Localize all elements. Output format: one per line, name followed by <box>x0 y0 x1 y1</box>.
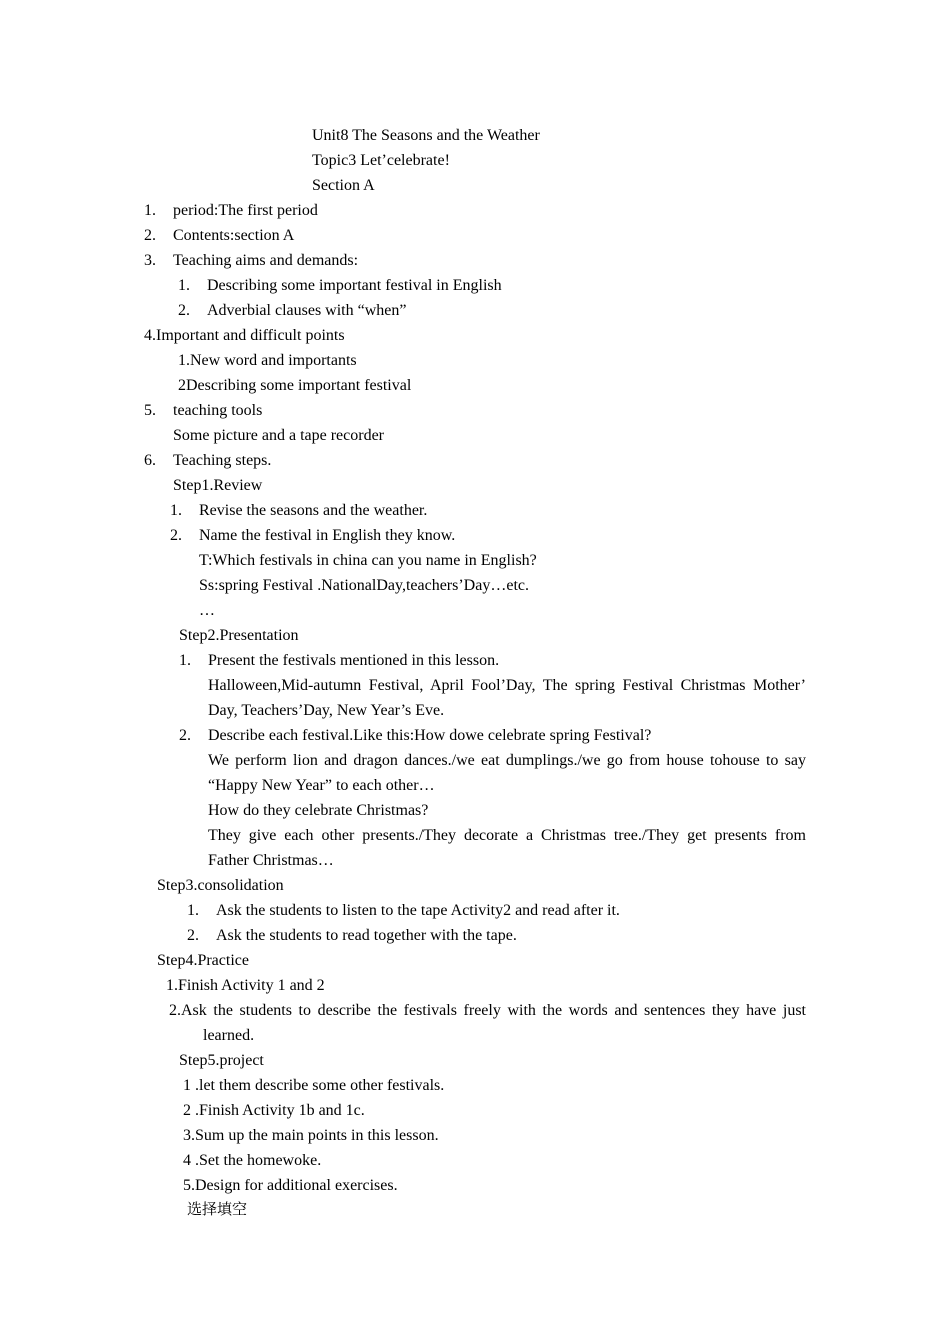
step3-heading: Step3.consolidation <box>157 877 284 894</box>
step2-heading: Step2.Presentation <box>179 627 299 644</box>
item-6-text: Teaching steps. <box>173 452 272 469</box>
step5-item-1-text: 1 .let them describe some other festivals. <box>183 1077 445 1094</box>
item-5-text: teaching tools <box>173 402 263 419</box>
step1-item-2-number: 2. <box>170 527 182 544</box>
item-1-number: 1. <box>144 202 156 219</box>
item-3-1-text: Describing some important festival in English <box>207 277 502 294</box>
section-title: Section A <box>312 177 375 194</box>
item-3-number: 3. <box>144 252 156 269</box>
item-4-2-text: 2Describing some important festival <box>178 377 412 394</box>
step2-answer-1-line-1: We perform lion and dragon dances./we eat dumplings./we go from house tohouse to say <box>208 752 806 769</box>
step5-item-2-text: 2 .Finish Activity 1b and 1c. <box>183 1102 365 1119</box>
step1-item-1-number: 1. <box>170 502 182 519</box>
step3-item-2-number: 2. <box>187 927 199 944</box>
item-3-2-number: 2. <box>178 302 190 319</box>
item-3-2-text: Adverbial clauses with “when” <box>207 302 407 319</box>
step1-teacher-line: T:Which festivals in china can you name in English? <box>199 552 537 569</box>
step4-item-1-text: 1.Finish Activity 1 and 2 <box>166 977 325 994</box>
step2-answer-2-line-1: They give each other presents./They decorate a Christmas tree./They get presents from <box>208 827 806 844</box>
step2-answer-2-line-2: Father Christmas… <box>208 852 334 869</box>
step1-ellipsis: … <box>199 602 215 619</box>
item-6-number: 6. <box>144 452 156 469</box>
step2-question-2: How do they celebrate Christmas? <box>208 802 429 819</box>
item-5-number: 5. <box>144 402 156 419</box>
step5-item-3-text: 3.Sum up the main points in this lesson. <box>183 1127 439 1144</box>
item-2-number: 2. <box>144 227 156 244</box>
step3-item-1-text: Ask the students to listen to the tape Activity2 and read after it. <box>216 902 620 919</box>
step1-students-line: Ss:spring Festival .NationalDay,teachers’Day…etc. <box>199 577 529 594</box>
item-3-text: Teaching aims and demands: <box>173 252 359 269</box>
step3-item-1-number: 1. <box>187 902 199 919</box>
topic-title: Topic3 Let’celebrate! <box>312 152 450 169</box>
step5-item-4-text: 4 .Set the homewoke. <box>183 1152 322 1169</box>
item-5-detail: Some picture and a tape recorder <box>173 427 385 444</box>
step5-item-6-text: 选择填空 <box>187 1200 248 1218</box>
item-3-1-number: 1. <box>178 277 190 294</box>
step4-item-2-line-1: 2.Ask the students to describe the festivals freely with the words and sentences they have just <box>169 1002 806 1019</box>
step4-heading: Step4.Practice <box>157 952 249 969</box>
item-1-text: period:The first period <box>173 202 318 219</box>
step2-item-1-number: 1. <box>179 652 191 669</box>
step2-festivals-line-1: Halloween,Mid-autumn Festival, April Fool’Day, The spring Festival Christmas Mother’ <box>208 677 806 694</box>
step1-item-1-text: Revise the seasons and the weather. <box>199 502 428 519</box>
step1-heading: Step1.Review <box>173 477 263 494</box>
step2-item-2-text: Describe each festival.Like this:How dowe celebrate spring Festival? <box>208 727 652 744</box>
step5-item-5-text: 5.Design for additional exercises. <box>183 1177 398 1194</box>
item-4-text: 4.Important and difficult points <box>144 327 345 344</box>
step4-item-2-line-2: learned. <box>203 1027 255 1044</box>
step2-answer-1-line-2: “Happy New Year” to each other… <box>208 777 435 794</box>
step1-item-2-text: Name the festival in English they know. <box>199 527 456 544</box>
item-2-text: Contents:section A <box>173 227 295 244</box>
step5-heading: Step5.project <box>179 1052 264 1069</box>
step2-item-2-number: 2. <box>179 727 191 744</box>
step2-item-1-text: Present the festivals mentioned in this lesson. <box>208 652 500 669</box>
step2-festivals-line-2: Day, Teachers’Day, New Year’s Eve. <box>208 702 445 719</box>
step3-item-2-text: Ask the students to read together with the tape. <box>216 927 517 944</box>
unit-title: Unit8 The Seasons and the Weather <box>312 127 540 144</box>
item-4-1-text: 1.New word and importants <box>178 352 357 369</box>
